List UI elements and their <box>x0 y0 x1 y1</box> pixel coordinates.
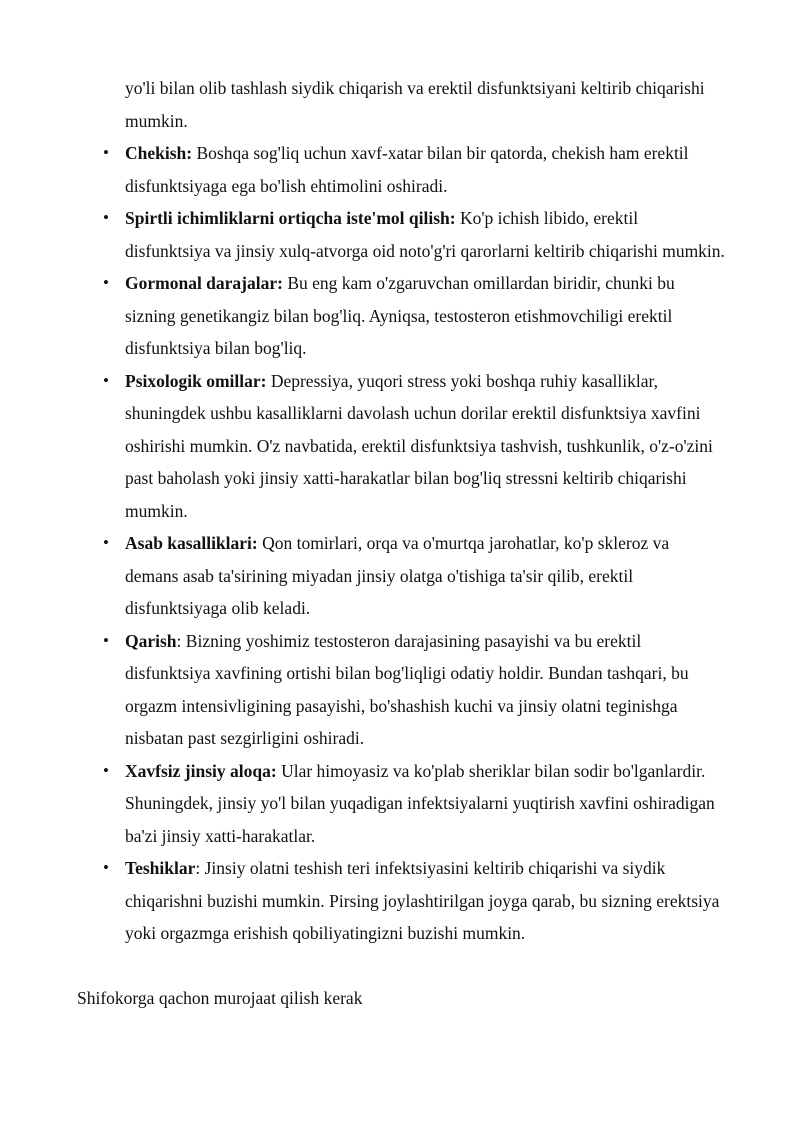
list-item-text: Ular himoyasiz va ko'plab sheriklar bilan sodir bo'lganlardir. Shuningdek, jinsiy yo'l bilan yuqadigan infektsiyalarni yuqtirish xavfini oshiradigan ba'zi jinsiy xatti-harakatlar. <box>125 760 715 846</box>
list-item-term: Psixologik omillar: <box>125 370 267 391</box>
bullet-icon: • <box>103 370 109 390</box>
list-item-text: Boshqa sog'liq uchun xavf-xatar bilan bir qatorda, chekish ham erektil disfunktsiyaga ega bo'lish ehtimolini oshiradi. <box>125 143 689 196</box>
list-item-term: Chekish: <box>125 143 193 163</box>
bullet-icon: • <box>103 630 109 650</box>
list-item-asab <box>0 527 725 625</box>
list-item-text: Ko'p ichish libido, erektil disfunktsiya va jinsiy xulq-atvorga oid noto'g'ri qarorlarni keltirib chiqarishi mumkin. <box>125 208 725 261</box>
list-item-chekish <box>0 137 725 202</box>
list-item-xavfsiz <box>0 755 725 853</box>
list-item-teshiklar <box>0 852 725 950</box>
list-item-psixologik <box>0 365 725 528</box>
continuation-paragraph: yo'li bilan olib tashlash siydik chiqarish va erektil disfunktsiyani keltirib chiqarishi mumkin. <box>125 78 705 131</box>
list-item-text: Bu eng kam o'zgaruvchan omillardan biridir, chunki bu sizning genetikangiz bilan bog'liq. Ayniqsa, testosteron etishmovchiligi erektil disfunktsiya bilan bog'liq. <box>125 273 675 358</box>
section-heading: Shifokorga qachon murojaat qilish kerak <box>77 988 363 1008</box>
list-item-term: Qarish <box>125 630 177 651</box>
list-item-text: Qon tomirlari, orqa va o'murtqa jarohatlar, ko'p skleroz va demans asab ta'sirining miyadan jinsiy olatga o'tishiga ta'sir qilib, erektil disfunktsiyaga olib keladi. <box>125 533 670 618</box>
bullet-icon: • <box>103 143 109 162</box>
list-item-gormonal <box>0 267 725 365</box>
bullet-icon: • <box>103 858 109 877</box>
risk-factor-list <box>0 137 800 950</box>
list-item-text: : Jinsiy olatni teshish teri infektsiyasini keltirib chiqarishi va siydik chiqarishni buzishi mumkin. Pirsing joylashtirilgan joyga qarab, bu sizning erektsiya yoki orgazmga erishish qobiliyatingizni buzishi mumkin. <box>125 858 720 943</box>
list-item-term: Spirtli ichimliklarni ortiqcha iste'mol qilish: <box>125 208 456 228</box>
bullet-icon: • <box>103 760 109 780</box>
list-item-term: Gormonal darajalar: <box>125 273 283 293</box>
list-item-term: Xavfsiz jinsiy aloqa: <box>125 760 277 781</box>
list-item-spirtli <box>0 202 725 267</box>
list-item-text: Depressiya, yuqori stress yoki boshqa ruhiy kasalliklar, shuningdek ushbu kasalliklarni davolash uchun dorilar erektil disfunktsiya xavfini oshirishi mumkin. O'z navbatida, erektil disfunktsiya tashvish, tushkunlik, o'z-o'zini past baholash yoki jinsiy xatti-harakatlar bilan bog'liq stressni keltirib chiqarishi mumkin. <box>125 370 713 521</box>
bullet-icon: • <box>103 273 109 292</box>
bullet-icon: • <box>103 533 109 552</box>
bullet-icon: • <box>103 208 109 227</box>
list-item-text: : Bizning yoshimiz testosteron darajasining pasayishi va bu erektil disfunktsiya xavfining ortishi bilan bog'liqligi odatiy holdir. Bundan tashqari, bu orgazm intensivligining pasayishi, bo'shashish kuchi va jinsiy olatni teginishga nisbatan past sezgirligini oshiradi. <box>125 630 689 748</box>
list-item-term: Asab kasalliklari: <box>125 533 258 553</box>
list-item-qarish <box>0 625 725 755</box>
list-item-term: Teshiklar <box>125 858 196 878</box>
